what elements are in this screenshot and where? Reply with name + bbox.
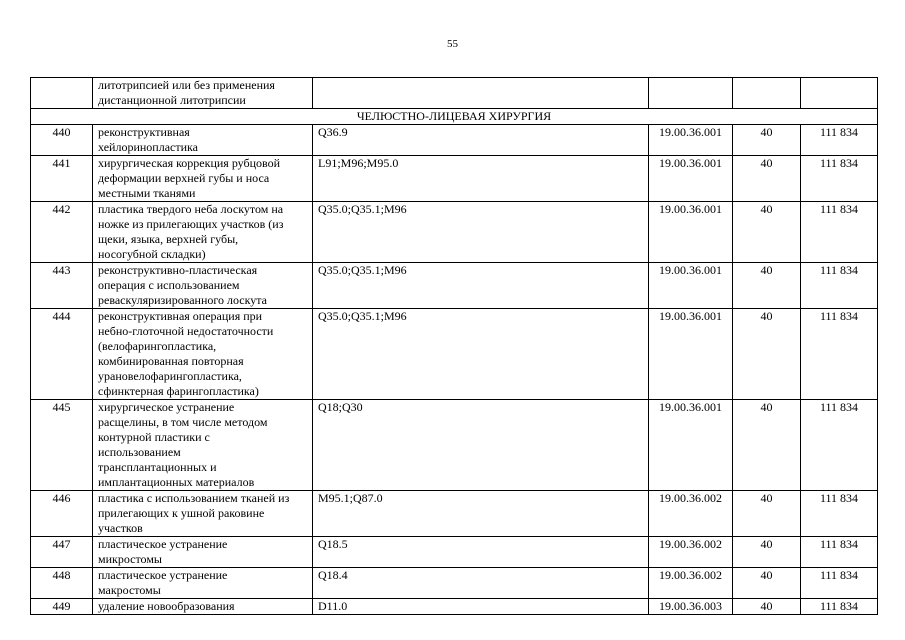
description-line: хирургическая коррекция рубцовой <box>98 156 281 170</box>
description-line: реконструктивная операция при <box>98 309 263 323</box>
cell-description <box>93 400 313 491</box>
cell-group: 40 <box>733 156 801 202</box>
cell-cost: 111 834 <box>801 125 878 156</box>
cell-model: 19.00.36.002 <box>649 537 733 568</box>
description-line: пластическое устранение <box>98 568 228 582</box>
cell-number: 441 <box>31 156 93 202</box>
cell-cost: 111 834 <box>801 599 878 615</box>
cell-number: 446 <box>31 491 93 537</box>
description-line: деформации верхней губы и носа <box>98 171 270 185</box>
cell-number: 447 <box>31 537 93 568</box>
cell-description <box>93 125 313 156</box>
cell-description <box>93 491 313 537</box>
table-row <box>31 125 878 156</box>
cell-number: 444 <box>31 309 93 400</box>
section-header-row <box>31 109 878 125</box>
cell-cost: 111 834 <box>801 156 878 202</box>
table-row <box>31 491 878 537</box>
description-line: пластика с использованием тканей из <box>98 491 290 505</box>
cell-codes: Q36.9 <box>313 125 649 156</box>
cell-description <box>93 78 313 109</box>
cell-number: 445 <box>31 400 93 491</box>
description-line: носогубной складки) <box>98 247 206 261</box>
description-line: хейлоринопластика <box>98 140 198 154</box>
cell-group: 40 <box>733 400 801 491</box>
cell-model: 19.00.36.001 <box>649 309 733 400</box>
cell-cost: 111 834 <box>801 491 878 537</box>
description-line: имплантационных материалов <box>98 475 255 489</box>
table-row-continuation <box>31 78 878 109</box>
cell-cost: 111 834 <box>801 568 878 599</box>
cell-cost: 111 834 <box>801 400 878 491</box>
cell-codes: Q18;Q30 <box>313 400 649 491</box>
cell-codes: D11.0 <box>313 599 649 615</box>
description-line: трансплантационных и <box>98 460 217 474</box>
procedures-table <box>30 77 878 615</box>
cell-group <box>733 78 801 109</box>
description-line: расщелины, в том числе методом <box>98 415 268 429</box>
table-row <box>31 156 878 202</box>
table-row <box>31 599 878 615</box>
cell-codes: M95.1;Q87.0 <box>313 491 649 537</box>
cell-model: 19.00.36.001 <box>649 263 733 309</box>
cell-group: 40 <box>733 491 801 537</box>
description-line: прилегающих к ушной раковине <box>98 506 265 520</box>
cell-model: 19.00.36.002 <box>649 568 733 599</box>
cell-model: 19.00.36.001 <box>649 202 733 263</box>
description-line: хирургическое устранение <box>98 400 235 414</box>
cell-codes: Q35.0;Q35.1;M96 <box>313 309 649 400</box>
cell-description <box>93 568 313 599</box>
cell-group: 40 <box>733 125 801 156</box>
description-line: участков <box>98 521 143 535</box>
cell-description <box>93 156 313 202</box>
cell-model: 19.00.36.001 <box>649 156 733 202</box>
description-line: пластическое устранение <box>98 537 228 551</box>
cell-group: 40 <box>733 599 801 615</box>
cell-cost: 111 834 <box>801 309 878 400</box>
cell-model: 19.00.36.002 <box>649 491 733 537</box>
description-line: щеки, языка, верхней губы, <box>98 232 239 246</box>
cell-model <box>649 78 733 109</box>
cell-description <box>93 263 313 309</box>
description-line: сфинктерная фарингопластика) <box>98 384 259 398</box>
description-line: литотрипсией или без применения <box>98 78 275 92</box>
cell-number: 440 <box>31 125 93 156</box>
description-line: (велофарингопластика, <box>98 339 217 353</box>
table-row <box>31 309 878 400</box>
cell-codes: Q35.0;Q35.1;M96 <box>313 202 649 263</box>
description-line: урановелофарингопластика, <box>98 369 242 383</box>
cell-model: 19.00.36.001 <box>649 125 733 156</box>
description-line: операция с использованием <box>98 278 240 292</box>
cell-description <box>93 202 313 263</box>
description-line: дистанционной литотрипсии <box>98 93 246 107</box>
cell-cost: 111 834 <box>801 202 878 263</box>
description-line: реконструктивная <box>98 125 190 139</box>
cell-model: 19.00.36.001 <box>649 400 733 491</box>
cell-codes: Q18.4 <box>313 568 649 599</box>
cell-codes: L91;M96;M95.0 <box>313 156 649 202</box>
cell-group: 40 <box>733 263 801 309</box>
description-line: комбинированная повторная <box>98 354 244 368</box>
cell-group: 40 <box>733 202 801 263</box>
cell-number: 442 <box>31 202 93 263</box>
description-line: контурной пластики с <box>98 430 210 444</box>
description-line: небно-глоточной недостаточности <box>98 324 274 338</box>
cell-group: 40 <box>733 568 801 599</box>
cell-number: 448 <box>31 568 93 599</box>
description-line: реконструктивно-пластическая <box>98 263 258 277</box>
cell-description <box>93 309 313 400</box>
cell-codes: Q18.5 <box>313 537 649 568</box>
description-line: макростомы <box>98 583 161 597</box>
table-row <box>31 202 878 263</box>
cell-cost: 111 834 <box>801 263 878 309</box>
description-line: удаление новообразования <box>98 599 235 613</box>
page-number: 55 <box>447 38 458 50</box>
cell-codes <box>313 78 649 109</box>
table-row <box>31 400 878 491</box>
cell-cost <box>801 78 878 109</box>
cell-number <box>31 78 93 109</box>
cell-group: 40 <box>733 537 801 568</box>
description-line: ножке из прилегающих участков (из <box>98 217 284 231</box>
section-title: ЧЕЛЮСТНО-ЛИЦЕВАЯ ХИРУРГИЯ <box>31 109 878 125</box>
description-line: микростомы <box>98 552 162 566</box>
description-line: использованием <box>98 445 181 459</box>
cell-description <box>93 599 313 615</box>
table-row <box>31 537 878 568</box>
table-row <box>31 263 878 309</box>
cell-group: 40 <box>733 309 801 400</box>
table-row <box>31 568 878 599</box>
cell-codes: Q35.0;Q35.1;M96 <box>313 263 649 309</box>
cell-cost: 111 834 <box>801 537 878 568</box>
description-line: местными тканями <box>98 186 196 200</box>
cell-description <box>93 537 313 568</box>
description-line: реваскуляризированного лоскута <box>98 293 268 307</box>
table-body <box>31 78 878 615</box>
cell-number: 443 <box>31 263 93 309</box>
description-line: пластика твердого неба лоскутом на <box>98 202 284 216</box>
cell-number: 449 <box>31 599 93 615</box>
cell-model: 19.00.36.003 <box>649 599 733 615</box>
